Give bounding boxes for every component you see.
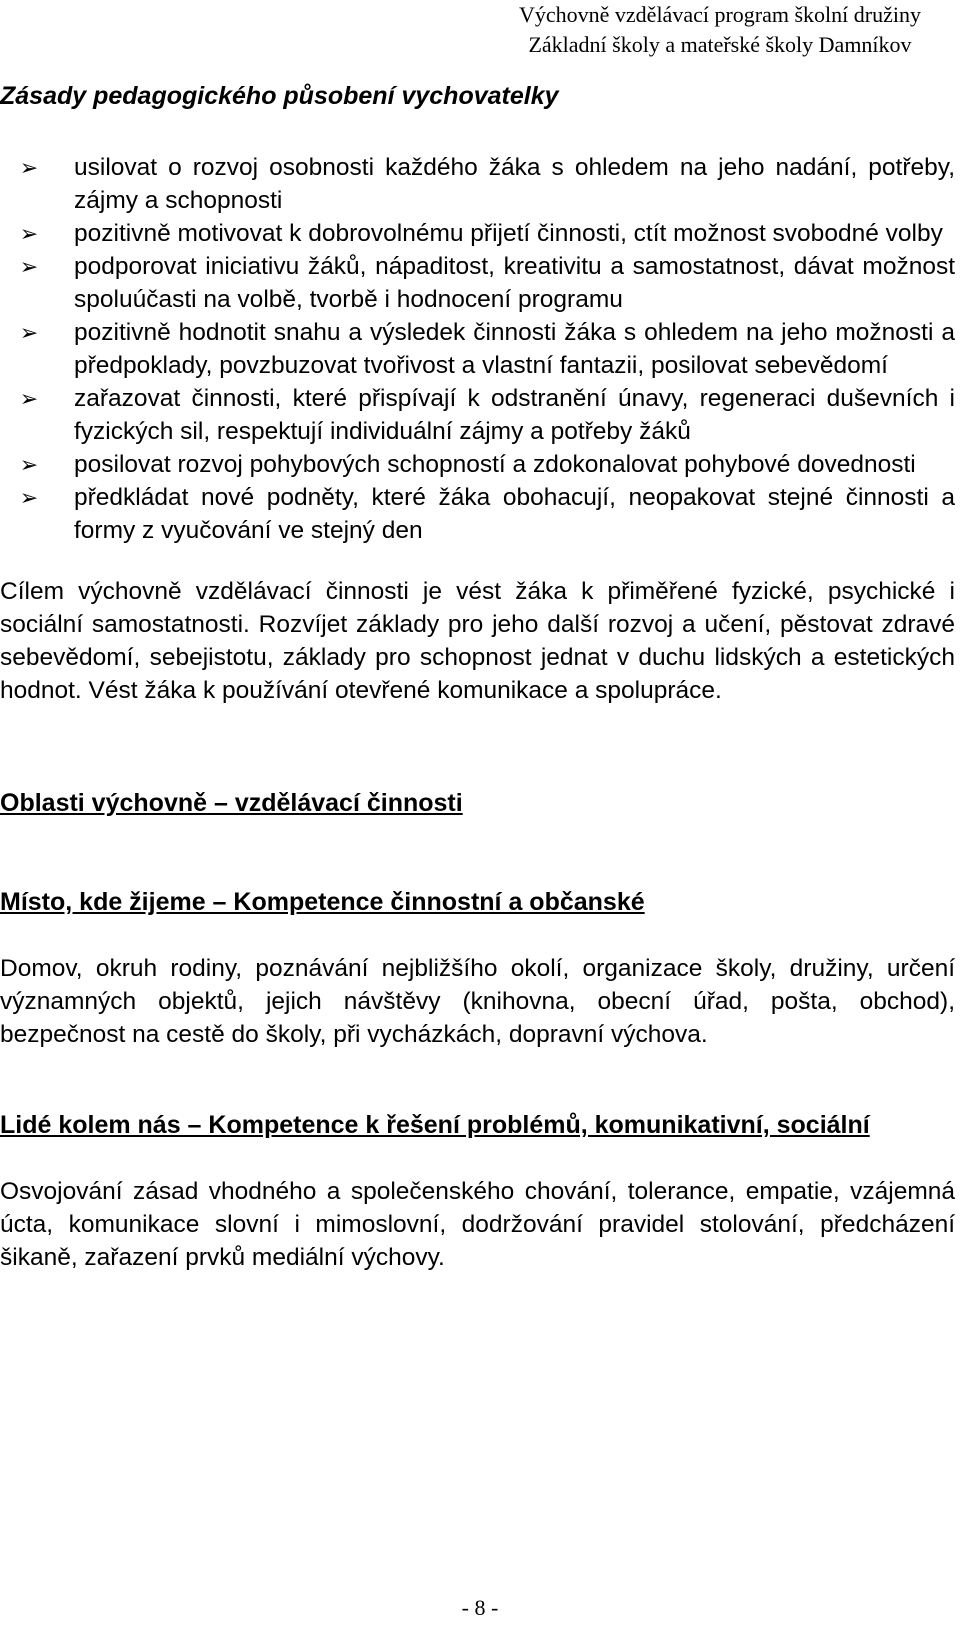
- list-item-text: předkládat nové podněty, které žáka obohacují, neopakovat stejné činnosti a formy z vyučování ve stejný den: [74, 484, 955, 544]
- section-text-place: Domov, okruh rodiny, poznávání nejbližšího okolí, organizace školy, družiny, určení významných objektů, jejich návštěvy (knihovna, obecní úřad, pošta, obchod), bezpečnost na cestě do školy, při vycházkách, dopravní výchova.: [0, 955, 955, 1048]
- page-number: - 8 -: [461, 1595, 499, 1620]
- list-item-text: pozitivně motivovat k dobrovolnému přijetí činnosti, ctít možnost svobodné volby: [74, 220, 943, 247]
- arrow-bullet-icon: ➢: [19, 221, 39, 246]
- list-item-text: pozitivně hodnotit snahu a výsledek činnosti žáka s ohledem na jeho možnosti a předpoklady, povzbuzovat tvořivost a vlastní fantazii, posilovat sebevědomí: [74, 319, 955, 379]
- running-header: [480, 0, 960, 60]
- list-item: [19, 217, 955, 250]
- arrow-bullet-icon: ➢: [19, 320, 39, 345]
- section-text-people: Osvojování zásad vhodného a společenského chování, tolerance, empatie, vzájemná úcta, komunikace slovní i mimoslovní, dodržování pravidel stolování, předcházení šikaně, zařazení prvků mediální výchovy.: [0, 1178, 955, 1271]
- list-item-text: usilovat o rozvoj osobnosti každého žáka s ohledem na jeho nadání, potřeby, zájmy a schopnosti: [74, 154, 955, 214]
- page-content: [0, 80, 955, 1274]
- list-item: [19, 481, 955, 547]
- arrow-bullet-icon: ➢: [19, 386, 39, 411]
- goal-paragraph: Cílem výchovně vzdělávací činnosti je vést žáka k přiměřené fyzické, psychické i sociální samostatnosti. Rozvíjet základy pro jeho další rozvoj a učení, pěstovat zdravé sebevědomí, sebejistotu, základy pro schopnost jednat v duchu lidských a estetických hodnot. Vést žáka k používání otevřené komunikace a spolupráce.: [0, 578, 955, 704]
- header-line-school: Základní školy a mateřské školy Damníkov: [528, 32, 912, 57]
- list-item: [19, 316, 955, 382]
- arrow-bullet-icon: ➢: [19, 254, 39, 279]
- principles-list: [0, 151, 955, 547]
- list-item: [19, 382, 955, 448]
- arrow-bullet-icon: ➢: [19, 485, 39, 510]
- principles-heading: Zásady pedagogického působení vychovatelky: [0, 82, 559, 110]
- areas-title: Oblasti výchovně – vzdělávací činnosti: [0, 789, 463, 817]
- list-item: [19, 448, 955, 481]
- list-item: [19, 151, 955, 217]
- list-item-text: zařazovat činnosti, které přispívají k odstranění únavy, regeneraci duševních i fyzických sil, respektují individuální zájmy a potřeby žáků: [74, 385, 955, 445]
- header-line-program: Výchovně vzdělávací program školní družiny: [519, 2, 921, 27]
- arrow-bullet-icon: ➢: [19, 155, 39, 180]
- section-title-place: Místo, kde žijeme – Kompetence činnostní a občanské: [0, 888, 645, 916]
- section-title-people: Lidé kolem nás – Kompetence k řešení problémů, komunikativní, sociální: [0, 1111, 870, 1139]
- list-item-text: podporovat iniciativu žáků, nápaditost, kreativitu a samostatnost, dávat možnost spoluúčasti na volbě, tvorbě i hodnocení programu: [74, 253, 955, 313]
- list-item: [19, 250, 955, 316]
- list-item-text: posilovat rozvoj pohybových schopností a zdokonalovat pohybové dovednosti: [74, 451, 916, 478]
- arrow-bullet-icon: ➢: [19, 452, 39, 477]
